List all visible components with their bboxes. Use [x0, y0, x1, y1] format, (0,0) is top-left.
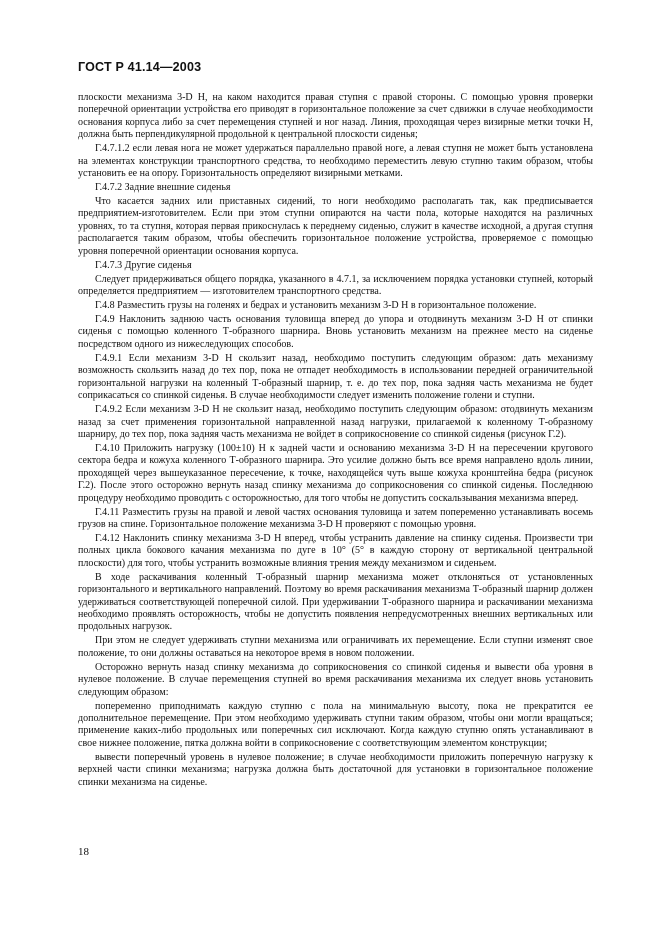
paragraph: Г.4.9.1 Если механизм 3-D H скользит назад, необходимо поступить следующим образом: дать механизму возможность скользить назад до тех пор, пока не отпадет необходимость в использовании передней ограничительной горизонтальной нагрузки на коленный Т-образный шарнир, т. е. до тех пор, пока задняя часть механизма не будет соприкасаться со спинкой сиденья. В случае необходимости следует изменить положение голени и ступни. — [78, 352, 593, 402]
paragraph: Г.4.8 Разместить грузы на голенях и бедрах и установить механизм 3-D H в горизонтальное положение. — [95, 300, 537, 312]
paragraph: При этом не следует удерживать ступни механизма или ограничивать их перемещение. Если ступни изменят свое положение, то они должны оставаться на некоторое время в новом положении. — [78, 635, 593, 659]
paragraph: В ходе раскачивания коленный Т-образный шарнир механизма может отклоняться от установленных горизонтального и вертикального направлений. Поэтому во время раскачивания механизма Т-образный шарнир должен удерживаться соответствующей поперечной силой. При удерживании Т-образного шарнира и раскачивании механизма необходимо проявлять осторожность, чтобы не допустить появления непредусмотренных внешних вертикальных или продольных нагрузок. — [78, 571, 593, 633]
page-number: 18 — [78, 846, 89, 858]
paragraph: плоскости механизма 3-D H, на каком находится правая ступня с правой стороны. С помощью уровня проверки поперечной ориентации устройства его приводят в горизонтальное положение за счет сдвижки в случае необходимости основания корпуса либо за счет перемещения ступней и ног назад. Линия, проходящая через визирные метки точки H, должна быть перпендикулярной продольной к центральной плоскости сиденья; — [78, 92, 593, 141]
document-header: ГОСТ Р 41.14—2003 — [78, 60, 202, 74]
document-body — [78, 92, 593, 791]
paragraph: Г.4.12 Наклонить спинку механизма 3-D H вперед, чтобы устранить давление на спинку сиденья. Произвести три полных цикла бокового качания механизма по дуге в 10° (5° в каждую сторону от вертикальной центральной плоскости) для того, чтобы устранить возможные влияния трения между механизмом и сиденьем. — [78, 532, 593, 569]
paragraph: Г.4.9 Наклонить заднюю часть основания туловища вперед до упора и отодвинуть механизм 3-D H от спинки сиденья с помощью коленного Т-образного шарнира. Вновь установить механизм на прежнее место на сиденье посредством одного из нижеследующих способов. — [78, 314, 593, 350]
paragraph: Г.4.10 Приложить нагрузку (100±10) Н к задней части и основанию механизма 3-D H на пересечении кругового сектора бедра и кожуха коленного Т-образного шарнира. Это усилие должно быть все время направлено вдоль линии, проходящей через вышеуказанное пересечение, к точке, находящейся чуть выше кожуха кронштейна бедра (рисунок Г.2). После этого осторожно вернуть назад спинку механизма до соприкосновения со спинкой сиденья. Последнюю процедуру необходимо проводить с осторожностью, для того чтобы не допустить соскальзывания механизма вперед. — [78, 442, 593, 504]
section-heading: Г.4.7.2 Задние внешние сиденья — [95, 182, 231, 194]
paragraph: Г.4.7.1.2 если левая нога не может удержаться параллельно правой ноге, а левая ступня не может быть установлена на элементах конструкции транспортного средства, то необходимо переместить левую ступню таким образом, чтобы установить ее на опору. Горизонтальность определяют визирными метками. — [78, 143, 593, 180]
list-paragraph: попеременно приподнимать каждую ступню с пола на минимальную высоту, пока не прекратится ее дополнительное перемещение. При этом необходимо удерживать ступни таким образом, чтобы они могли вращаться; применение каких-либо продольных или поперечных сил исключают. Когда каждую ступню опять устанавливают в свое нижнее положение, пятка должна войти в соприкосновение с соответствующим элементом конструкции; — [78, 700, 593, 749]
paragraph: Осторожно вернуть назад спинку механизма до соприкосновения со спинкой сиденья и вывести оба уровня в нулевое положение. В случае перемещения ступней во время раскачивания механизма их следует вновь установить следующим образом: — [78, 661, 593, 698]
section-heading: Г.4.7.3 Другие сиденья — [95, 259, 192, 271]
paragraph: Что касается задних или приставных сидений, то ноги необходимо располагать так, как предписывается предприятием-изготовителем. Если при этом ступни опираются на части пола, которые находятся на различных уровнях, то та ступня, которая первая прикоснулась к переднему сиденью, служит в качестве исходной, а другая ступня располагается таким образом, чтобы обеспечить горизонтальное положение устройства, проверяемое с помощью уровня поперечной ориентации основания корпуса. — [78, 196, 593, 257]
paragraph: Г.4.9.2 Если механизм 3-D H не скользит назад, необходимо поступить следующим образом: отодвинуть механизм назад за счет применения горизонтальной направленной назад нагрузки, прилагаемой к коленному Т-образному шарниру, до тех пор, пока задняя часть механизма не войдет в соприкосновение со спинкой сиденья (рисунок Г.2). — [78, 404, 593, 440]
paragraph: Г.4.11 Разместить грузы на правой и левой частях основания туловища и затем попеременно устанавливать восемь грузов на спине. Горизонтальное положение механизма 3-D H проверяют с помощью уровня. — [78, 506, 593, 530]
paragraph: Следует придерживаться общего порядка, указанного в 4.7.1, за исключением порядка установки ступней, который определяется предприятием — изготовителем транспортного средства. — [78, 273, 593, 298]
list-paragraph: вывести поперечный уровень в нулевое положение; в случае необходимости приложить поперечную нагрузку к верхней части спинки механизма; нагрузка должна быть достаточной для установки в горизонтальное положение спинки механизма на сиденье. — [78, 751, 593, 788]
